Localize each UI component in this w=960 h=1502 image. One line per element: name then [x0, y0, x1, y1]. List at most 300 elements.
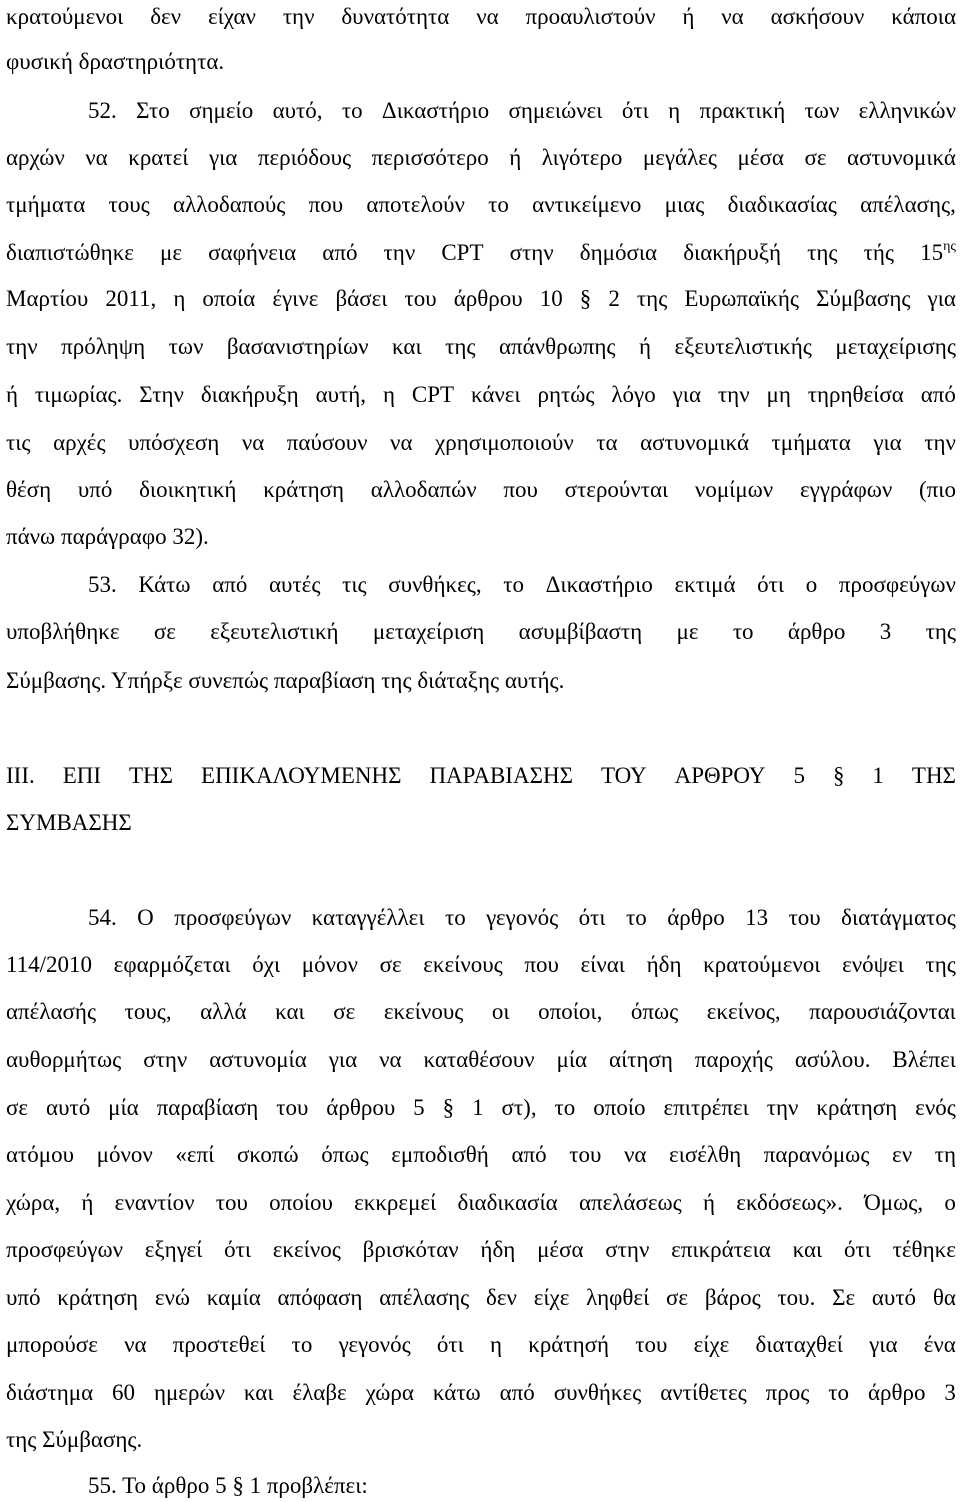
word: κάνει [470, 382, 521, 407]
word: διοικητική [139, 477, 237, 502]
word: Κάτω [138, 572, 191, 597]
word: του [276, 1095, 309, 1120]
word: προσφεύγων [838, 572, 956, 597]
text-line [6, 332, 956, 362]
word: ΠΑΡΑΒΙΑΣΗΣ [429, 763, 573, 788]
word: οποίου [269, 1190, 333, 1215]
word: 5 [793, 763, 805, 788]
word: 60 [112, 1380, 136, 1405]
word: αρχών [6, 145, 65, 170]
word: εισέλθη [669, 1142, 742, 1167]
word: δεν [150, 4, 182, 29]
word: δημόσια [579, 240, 658, 265]
text-line: φυσική δραστηριότητα. [6, 49, 225, 74]
word: παραβίαση [156, 1095, 259, 1120]
word: ενόψει [842, 952, 904, 977]
word: σε [804, 145, 827, 170]
word: ότι [843, 1237, 871, 1262]
word: αστυνομικά [847, 145, 956, 170]
word: άρθρου [326, 1095, 396, 1120]
word: προστεθεί [172, 1332, 266, 1357]
word: αλλοδαπών [370, 477, 477, 502]
word: κρατεί [128, 145, 189, 170]
word: εναντίον [114, 1190, 195, 1215]
word: ασύλου. [794, 1047, 871, 1072]
word: τη [934, 1142, 956, 1167]
word: 53. [88, 572, 117, 597]
word: τής [863, 240, 895, 265]
word: τμήματα [6, 192, 86, 217]
word: του [404, 286, 437, 311]
text-line: της Σύμβασης. [6, 1427, 143, 1452]
word: III. [6, 763, 35, 788]
word: εγγράφων [799, 477, 893, 502]
word: που [308, 192, 344, 217]
word: ή [6, 382, 19, 407]
word: Στην [139, 382, 184, 407]
word: υποβλήθηκε [6, 619, 120, 644]
word: ένα [923, 1332, 956, 1357]
word: απέλασής [6, 999, 97, 1024]
word: διακήρυξη [200, 382, 299, 407]
word: απάνθρωπης [498, 334, 616, 359]
word: απελάσεως [578, 1190, 682, 1215]
word: παροχής [694, 1047, 773, 1072]
word: εκείνος [272, 1237, 341, 1262]
word: την [6, 334, 38, 359]
word: ατόμου [6, 1142, 75, 1167]
text-line [6, 1235, 956, 1265]
text-line [6, 2, 956, 32]
word: η [173, 286, 186, 311]
word: Στο [136, 98, 170, 123]
word: αντικείμενο [532, 192, 642, 217]
word: την [282, 4, 315, 29]
word: κράτηση [816, 1095, 898, 1120]
word: που [524, 952, 559, 977]
text-line [6, 997, 956, 1027]
word: λιγότερο [541, 145, 623, 170]
word: από [499, 1380, 535, 1405]
word: στην [143, 1047, 188, 1072]
word: υπό [6, 1285, 41, 1310]
word: 3 [879, 619, 892, 644]
word: προς [765, 1380, 810, 1405]
word: της [636, 286, 668, 311]
word: σε [379, 952, 402, 977]
word: εξευτελιστικής [674, 334, 812, 359]
word: η [668, 98, 681, 123]
word: κράτησή [528, 1332, 610, 1357]
word: σημειώνει [508, 98, 603, 123]
word: έλαβε [292, 1380, 347, 1405]
word: μία [556, 1047, 588, 1072]
word: τις [342, 572, 367, 597]
word: Ευρωπαϊκής [684, 286, 800, 311]
word: δυνατότητα [341, 4, 450, 29]
word: ενός [915, 1095, 956, 1120]
word: διαπιστώθηκε [6, 240, 134, 265]
word: αίτηση [609, 1047, 673, 1072]
word: ρητώς [537, 382, 595, 407]
word: Σύμβασης [816, 286, 911, 311]
word: παρανόμως [763, 1142, 870, 1167]
word: να [379, 1047, 402, 1072]
word: για [927, 286, 956, 311]
word: όπως [321, 1142, 369, 1167]
word: ότι [621, 98, 649, 123]
word: με [676, 619, 699, 644]
word: από [322, 240, 358, 265]
word: με [160, 240, 183, 265]
word: ότι [578, 905, 606, 930]
word: τις [6, 430, 31, 455]
word: ΤΗΣ [911, 763, 956, 788]
word: το [488, 192, 509, 217]
word: § [442, 1095, 455, 1120]
word: να [390, 430, 413, 455]
word: ληφθεί [586, 1285, 650, 1310]
word: σε [666, 1285, 689, 1310]
word: το [828, 1380, 850, 1405]
word: άρθρο [787, 619, 846, 644]
word: νομίμων [694, 477, 774, 502]
word: § [579, 286, 592, 311]
word: το [444, 905, 466, 930]
text-line [6, 190, 956, 220]
word: 1 [472, 1095, 484, 1120]
word: το [554, 1095, 576, 1120]
word: 52. [88, 98, 117, 123]
word: Μαρτίου [6, 286, 89, 311]
word: συνθήκες, [388, 572, 482, 597]
text-line [6, 428, 956, 458]
word: αυτή, [315, 382, 367, 407]
word: βάρος [704, 1285, 761, 1310]
word: των [168, 334, 204, 359]
word: εφαρμόζεται [113, 952, 231, 977]
word: υπόσχεση [128, 430, 220, 455]
word: 5 [413, 1095, 425, 1120]
word: κάποια [891, 4, 956, 29]
word: της [925, 619, 956, 644]
word: την [766, 1095, 799, 1120]
text-line [6, 1093, 956, 1123]
word: το [503, 572, 524, 597]
word: ασυμβίβαστη [518, 619, 643, 644]
word: επικράτεια [671, 1237, 771, 1262]
word: να [241, 430, 265, 455]
word: κρατούμενοι [6, 4, 124, 29]
word: ελληνικών [858, 98, 956, 123]
word: το [291, 1332, 313, 1357]
word: εμποδισθή [391, 1142, 489, 1167]
word: καμία [206, 1285, 261, 1310]
word: από [920, 382, 956, 407]
word: διατάγματος [841, 905, 956, 930]
word: προαυλιστούν [525, 4, 656, 29]
paragraph-52-start [88, 96, 956, 126]
word: περισσότερο [371, 145, 489, 170]
word: και [275, 999, 305, 1024]
word: σε [333, 999, 356, 1024]
word: σκοπώ [236, 1142, 299, 1167]
word: Ο [137, 905, 154, 930]
word: βρισκόταν [362, 1237, 459, 1262]
word: Όμως, [864, 1190, 924, 1215]
word: που [503, 477, 538, 502]
word: αυτές [269, 572, 321, 597]
word: υπό [77, 477, 113, 502]
word: σε [153, 619, 176, 644]
word: της [445, 334, 476, 359]
word: σε [6, 1095, 29, 1120]
word: είχε [533, 1285, 570, 1310]
word: 54. [88, 905, 117, 930]
word: CPT [441, 240, 484, 265]
word: της [807, 240, 838, 265]
word: απέλασης, [860, 192, 956, 217]
word: εκείνος, [706, 999, 781, 1024]
word: χώρα [365, 1380, 414, 1405]
word: εκδόσεως». [736, 1190, 843, 1215]
word: ΤΗΣ [129, 763, 174, 788]
word: περιόδους [257, 145, 352, 170]
word: η [490, 1332, 503, 1357]
word: αυτό [46, 1095, 91, 1120]
text-line [6, 1330, 956, 1360]
word: τους [108, 192, 150, 217]
word: αλλά [200, 999, 247, 1024]
word: για [208, 145, 238, 170]
word: μιας [664, 192, 705, 217]
word: Δικαστήριο [381, 98, 490, 123]
word: ημερών [153, 1380, 225, 1405]
text-line: πάνω παράγραφο 32). [6, 524, 209, 549]
word: καταθέσουν [423, 1047, 535, 1072]
word: και [392, 334, 422, 359]
word: μεταχείρισης [835, 334, 956, 359]
word: ο [805, 572, 818, 597]
word: θέση [6, 477, 52, 502]
word: ή [638, 334, 651, 359]
text-line [6, 380, 956, 410]
word: CPT [411, 382, 455, 407]
text-line [6, 143, 956, 173]
word: ότι [224, 1237, 252, 1262]
word: αυτό, [272, 98, 323, 123]
text-line [6, 238, 956, 268]
word: Βλέπει [892, 1047, 956, 1072]
word: 1 [872, 763, 884, 788]
word: 114/2010 [6, 952, 93, 977]
word: εκείνους [423, 952, 503, 977]
word: 3 [944, 1380, 956, 1405]
word: αστυνομία [209, 1047, 307, 1072]
word: «επί [175, 1142, 215, 1167]
word: κάτω [432, 1380, 481, 1405]
word: αλλοδαπούς [173, 192, 286, 217]
word: τμήματα [771, 430, 851, 455]
word: στην [509, 240, 554, 265]
word: πρόληψη [61, 334, 146, 359]
word: ότι [757, 572, 785, 597]
word: οποίοι, [538, 999, 603, 1024]
word: κρατούμενοι [703, 952, 821, 977]
word: προσφεύγων [6, 1237, 124, 1262]
word: μόνον [301, 952, 358, 977]
word: κράτηση [263, 477, 345, 502]
word: παύσουν [286, 430, 368, 455]
word: του. [777, 1285, 816, 1310]
word: μέσα [537, 1237, 584, 1262]
word: άρθρου [453, 286, 523, 311]
word: παρουσιάζονται [809, 999, 956, 1024]
word: μεγάλες [642, 145, 718, 170]
word: ο [944, 1190, 956, 1215]
word: για [873, 430, 902, 455]
word: ΑΡΘΡΟΥ [674, 763, 766, 788]
word: § [832, 763, 845, 788]
word: δεν [486, 1285, 517, 1310]
word: οι [491, 999, 510, 1024]
word: τα [596, 430, 618, 455]
word: είχε [693, 1332, 730, 1357]
word: τέθηκε [892, 1237, 956, 1262]
word: αυτό [871, 1285, 917, 1310]
word: ή [509, 145, 522, 170]
word: αντίθετες [660, 1380, 747, 1405]
word: και [243, 1380, 274, 1405]
text-line [6, 1283, 956, 1313]
word: διαδικασία [457, 1190, 558, 1215]
word: ήδη [646, 952, 682, 977]
word: 2011, [105, 286, 157, 311]
word: οποίο [593, 1095, 646, 1120]
word: μόνον [96, 1142, 153, 1167]
word: καταγγέλλει [311, 905, 425, 930]
word: κράτηση [57, 1285, 139, 1310]
word: για [672, 382, 702, 407]
word: για [328, 1047, 358, 1072]
word: όχι [252, 952, 281, 977]
section-heading-cont: ΣΥΜΒΑΣΗΣ [6, 810, 132, 835]
word: εξηγεί [144, 1237, 203, 1262]
text-line [6, 1140, 956, 1170]
paragraph-55-start: 55. Το άρθρο 5 § 1 προβλέπει: [88, 1473, 368, 1498]
word: στερούνται [564, 477, 669, 502]
word: ασκήσουν [770, 4, 865, 29]
word: το [732, 619, 754, 644]
word: η [382, 382, 395, 407]
word: το [626, 905, 647, 930]
word: του [215, 1190, 248, 1215]
word: αστυνομικά [640, 430, 749, 455]
text-line [6, 1378, 956, 1408]
word: διακήρυξή [683, 240, 782, 265]
word: τους, [124, 999, 172, 1024]
word: αποτελούν [366, 192, 465, 217]
word: εκκρεμεί [354, 1190, 437, 1215]
word: λόγο [611, 382, 656, 407]
word: γεγονός [338, 1332, 411, 1357]
text-line: Σύμβασης. Υπήρξε συνεπώς παραβίαση της διάταξης αυτής. [6, 668, 565, 693]
text-line [6, 284, 956, 314]
word: εκείνους [383, 999, 464, 1024]
word: εξευτελιστική [210, 619, 339, 644]
word: ΤΟΥ [600, 763, 647, 788]
word: ήδη [480, 1237, 516, 1262]
word: Δικαστήριο [545, 572, 653, 597]
word: την [924, 430, 956, 455]
word: μπορούσε [6, 1332, 98, 1357]
word: άρθρο [867, 1380, 926, 1405]
word: είναι [580, 952, 625, 977]
word: μεταχείριση [372, 619, 485, 644]
word: την [717, 382, 750, 407]
word: να [623, 1142, 647, 1167]
word: όπως [630, 999, 679, 1024]
word: 2 [608, 286, 620, 311]
word: τιμωρίας. [34, 382, 123, 407]
word: 13 [745, 905, 769, 930]
word: απέλασης [379, 1285, 470, 1310]
word: μία [108, 1095, 139, 1120]
word: ενώ [154, 1285, 191, 1310]
word: διάστημα [6, 1380, 94, 1405]
text-line [6, 1188, 956, 1218]
word: διαταχθεί [755, 1332, 843, 1357]
word: από [511, 1142, 547, 1167]
word: χώρα, [6, 1190, 61, 1215]
word: τηρηθείσα [807, 382, 904, 407]
word: ότι [436, 1332, 464, 1357]
word: του [788, 905, 821, 930]
word: να [721, 4, 744, 29]
word: αρχές [53, 430, 106, 455]
word: θα [932, 1285, 956, 1310]
word: έγινε [272, 286, 319, 311]
word: ΕΠΙ [62, 763, 102, 788]
word: στην [605, 1237, 650, 1262]
word: να [476, 4, 499, 29]
word: σημείο [189, 98, 254, 123]
word: χρησιμοποιούν [435, 430, 574, 455]
word: να [85, 145, 108, 170]
paragraph-53-start [88, 570, 956, 600]
word: ή [703, 1190, 716, 1215]
word: 10 [539, 286, 563, 311]
word: (πιο [919, 477, 956, 502]
word: αυθορμήτως [6, 1047, 122, 1072]
word: ή [682, 4, 695, 29]
ordinal-superscript: ης [943, 239, 956, 254]
text-line [6, 617, 956, 647]
section-heading [6, 761, 956, 791]
word: πρακτική [699, 98, 786, 123]
word: του [569, 1142, 602, 1167]
text-line [6, 475, 956, 505]
word: ΕΠΙΚΑΛΟΥΜΕΝΗΣ [201, 763, 402, 788]
word: $15^{\eta\varsigma}$ [920, 239, 956, 265]
word: μέσα [737, 145, 784, 170]
word: βασανιστηρίων [226, 334, 369, 359]
word: γεγονός [486, 905, 559, 930]
word: του [635, 1332, 668, 1357]
word: βάσει [335, 286, 388, 311]
word: διαδικασίας [727, 192, 837, 217]
word: για [869, 1332, 898, 1357]
